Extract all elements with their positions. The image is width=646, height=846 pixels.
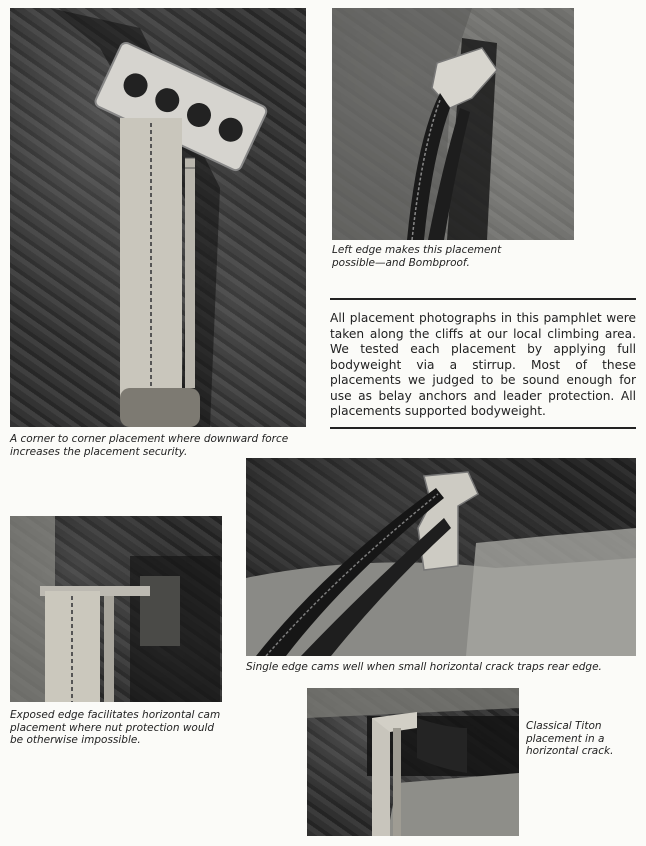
photo-exposed-edge (10, 516, 222, 702)
caption-exposed-edge: Exposed edge facilitates horizontal cam placement where nut protection would be otherwise impossible. (10, 709, 221, 746)
intro-paragraph: All placement photographs in this pamphlet were taken along the cliffs at our local climbing area. We tested each placement by applying full bodyweight via a stirrup. Most of these placements we judged to be sound enough for use as belay anchors and leader protection. All placements supported bodyweight. (330, 311, 636, 418)
cam-single-edge-image (246, 458, 636, 656)
caption-single-edge: Single edge cams well when small horizontal crack traps rear edge. (246, 661, 602, 673)
photo-corner-placement (10, 8, 306, 427)
caption-classical: Classical Titon placement in a horizontal crack. (526, 720, 614, 757)
photo-classical-titon (307, 688, 519, 836)
rule-bottom (330, 427, 636, 429)
caption-corner: A corner to corner placement where downward force increases the placement security. (10, 433, 289, 458)
nut-with-sling-image (10, 8, 306, 427)
photo-single-edge (246, 458, 636, 656)
cam-exposed-edge-image (10, 516, 222, 702)
rule-top (330, 298, 636, 300)
cam-left-edge-image (332, 8, 574, 240)
caption-left-edge: Left edge makes this placement possible—and Bombproof. (332, 244, 502, 269)
photo-left-edge (332, 8, 574, 240)
titon-horizontal-image (307, 688, 519, 836)
